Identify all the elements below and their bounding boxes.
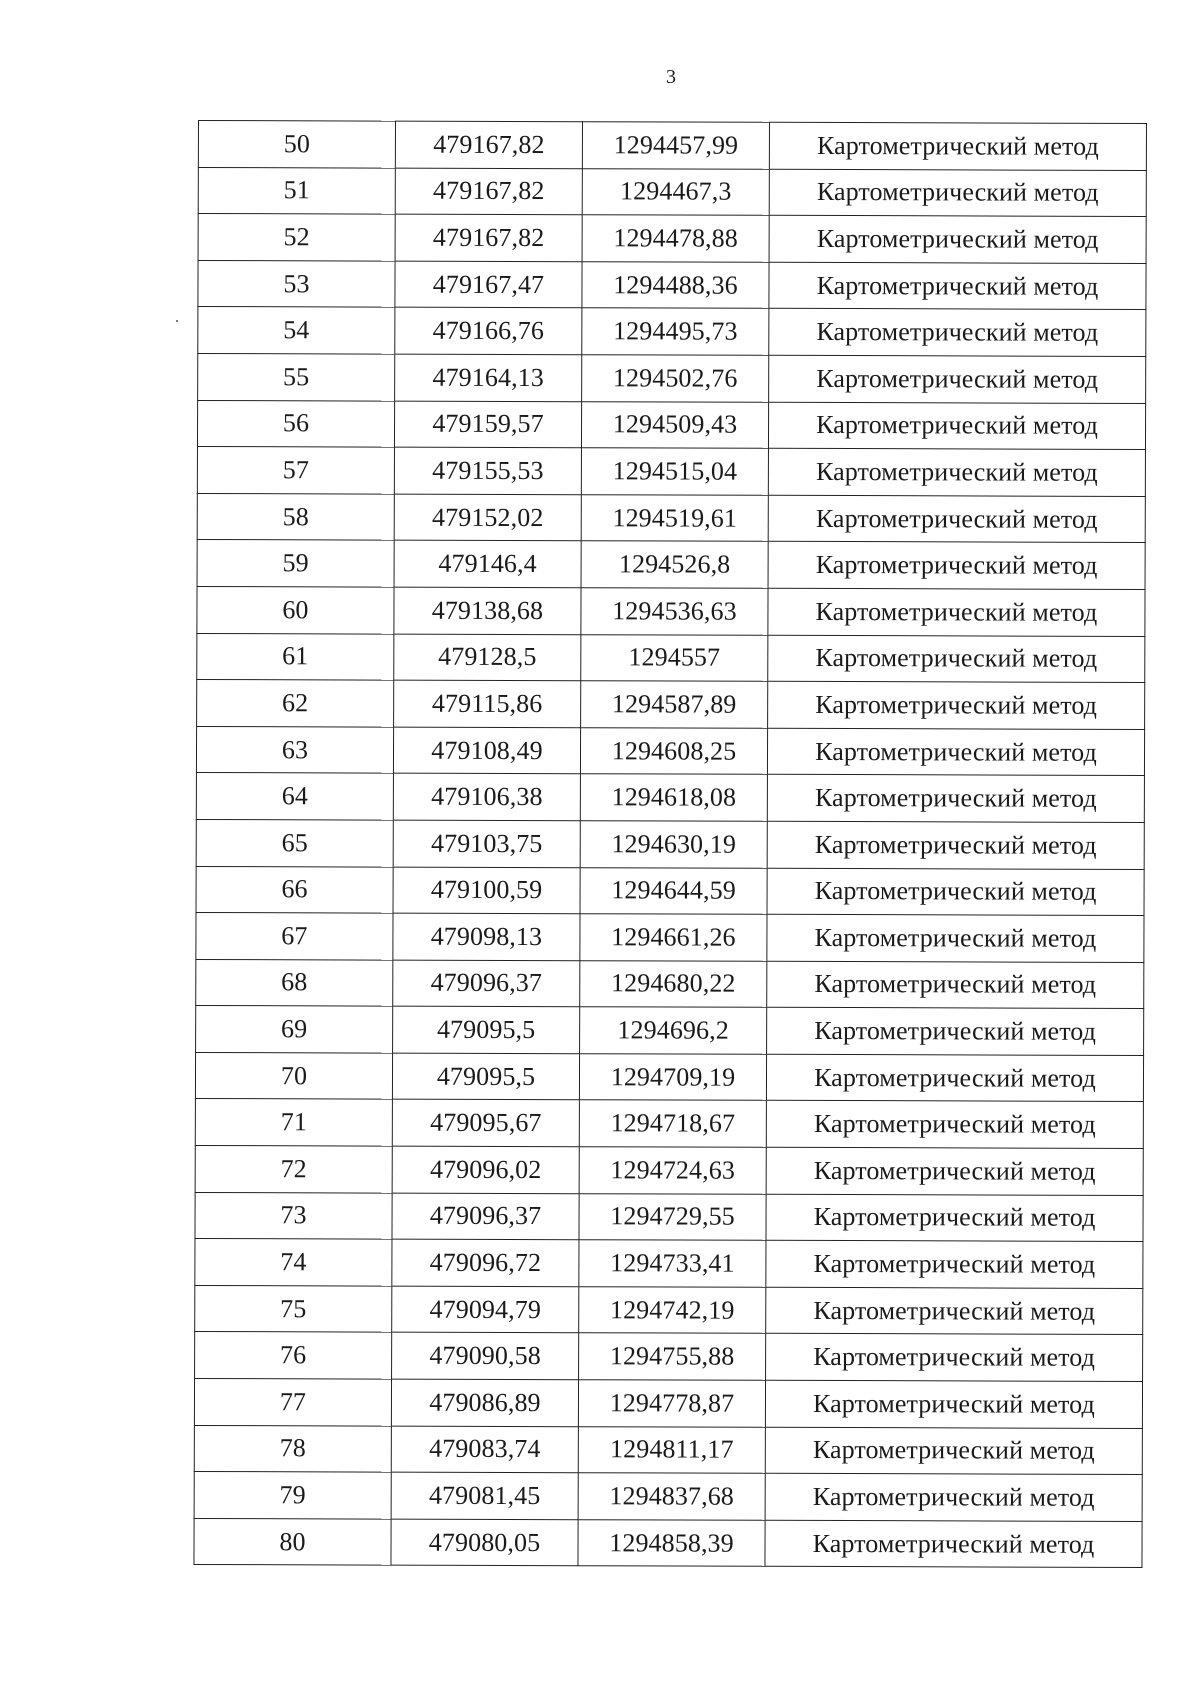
x-coordinate-cell: 479106,38: [393, 773, 580, 820]
method-cell: Картометрический метод: [767, 775, 1144, 823]
method-cell: Картометрический метод: [766, 1147, 1143, 1195]
table-row: [196, 819, 1144, 869]
method-cell: Картометрический метод: [766, 1334, 1143, 1382]
point-number-cell: 74: [195, 1239, 392, 1286]
y-coordinate-cell: 1294742,19: [579, 1287, 766, 1334]
y-coordinate-cell: 1294837,68: [578, 1473, 765, 1520]
table-row: [198, 167, 1146, 217]
point-number-cell: 58: [197, 493, 394, 540]
point-number-cell: 54: [198, 307, 395, 354]
method-cell: Картометрический метод: [769, 355, 1146, 403]
y-coordinate-cell: 1294630,19: [580, 821, 767, 868]
method-cell: Картометрический метод: [767, 1008, 1144, 1056]
x-coordinate-cell: 479081,45: [391, 1472, 578, 1519]
x-coordinate-cell: 479095,5: [392, 1053, 579, 1100]
method-cell: Картометрический метод: [765, 1520, 1142, 1568]
y-coordinate-cell: 1294778,87: [578, 1380, 765, 1427]
method-cell: Картометрический метод: [765, 1380, 1142, 1428]
x-coordinate-cell: 479096,37: [392, 1193, 579, 1240]
method-cell: Картометрический метод: [766, 1241, 1143, 1289]
method-cell: Картометрический метод: [766, 1194, 1143, 1242]
scan-speck: [176, 320, 178, 322]
point-number-cell: 57: [197, 447, 394, 494]
coordinates-table: [193, 120, 1147, 1568]
table-row: [195, 1285, 1143, 1335]
x-coordinate-cell: 479096,37: [393, 960, 580, 1007]
point-number-cell: 80: [194, 1518, 391, 1565]
table-row: [198, 307, 1146, 357]
point-number-cell: 64: [196, 773, 393, 820]
x-coordinate-cell: 479155,53: [394, 447, 581, 494]
method-cell: Картометрический метод: [768, 448, 1145, 496]
y-coordinate-cell: 1294729,55: [579, 1193, 766, 1240]
y-coordinate-cell: 1294467,3: [582, 168, 769, 215]
point-number-cell: 59: [197, 540, 394, 587]
method-cell: Картометрический метод: [768, 681, 1145, 729]
point-number-cell: 75: [195, 1285, 392, 1332]
x-coordinate-cell: 479086,89: [391, 1379, 578, 1426]
table-row: [195, 1099, 1143, 1149]
table-row: [196, 1006, 1144, 1056]
x-coordinate-cell: 479100,59: [393, 867, 580, 914]
point-number-cell: 61: [197, 633, 394, 680]
method-cell: Картометрический метод: [766, 1054, 1143, 1102]
point-number-cell: 56: [197, 400, 394, 447]
table-row: [195, 1146, 1143, 1196]
y-coordinate-cell: 1294755,88: [579, 1333, 766, 1380]
method-cell: Картометрический метод: [769, 215, 1146, 263]
table-row: [195, 1239, 1143, 1289]
x-coordinate-cell: 479094,79: [392, 1286, 579, 1333]
y-coordinate-cell: 1294733,41: [579, 1240, 766, 1287]
x-coordinate-cell: 479164,13: [395, 354, 582, 401]
method-cell: Картометрический метод: [768, 495, 1145, 543]
coordinates-table-body: [194, 121, 1147, 1568]
table-row: [198, 260, 1146, 310]
y-coordinate-cell: 1294515,04: [581, 448, 768, 495]
x-coordinate-cell: 479095,67: [392, 1100, 579, 1147]
x-coordinate-cell: 479108,49: [393, 727, 580, 774]
y-coordinate-cell: 1294724,63: [579, 1147, 766, 1194]
table-row: [195, 1332, 1143, 1382]
y-coordinate-cell: 1294495,73: [582, 308, 769, 355]
method-cell: Картометрический метод: [766, 1101, 1143, 1149]
method-cell: Картометрический метод: [767, 728, 1144, 776]
table-row: [197, 493, 1145, 543]
point-number-cell: 66: [196, 866, 393, 913]
x-coordinate-cell: 479159,57: [394, 401, 581, 448]
table-row: [194, 1518, 1142, 1568]
method-cell: Картометрический метод: [769, 262, 1146, 310]
table-row: [196, 726, 1144, 776]
method-cell: Картометрический метод: [767, 821, 1144, 869]
y-coordinate-cell: 1294618,08: [580, 774, 767, 821]
point-number-cell: 77: [194, 1379, 391, 1426]
x-coordinate-cell: 479128,5: [394, 634, 581, 681]
point-number-cell: 52: [198, 214, 395, 261]
y-coordinate-cell: 1294709,19: [579, 1054, 766, 1101]
page-number: 3: [666, 66, 676, 88]
point-number-cell: 67: [196, 913, 393, 960]
y-coordinate-cell: 1294478,88: [582, 215, 769, 262]
table-row: [197, 540, 1145, 590]
method-cell: Картометрический метод: [767, 961, 1144, 1009]
y-coordinate-cell: 1294696,2: [580, 1007, 767, 1054]
table-row: [196, 913, 1144, 963]
point-number-cell: 63: [196, 726, 393, 773]
table-row: [198, 121, 1146, 171]
table-row: [194, 1425, 1142, 1475]
x-coordinate-cell: 479098,13: [393, 913, 580, 960]
y-coordinate-cell: 1294457,99: [582, 122, 769, 169]
y-coordinate-cell: 1294502,76: [582, 355, 769, 402]
table-row: [194, 1379, 1142, 1429]
point-number-cell: 65: [196, 819, 393, 866]
table-row: [197, 633, 1145, 683]
table-row: [198, 214, 1146, 264]
table-row: [194, 1472, 1142, 1522]
method-cell: Картометрический метод: [769, 309, 1146, 357]
method-cell: Картометрический метод: [768, 635, 1145, 683]
method-cell: Картометрический метод: [768, 402, 1145, 450]
method-cell: Картометрический метод: [768, 588, 1145, 636]
table-row: [197, 400, 1145, 450]
y-coordinate-cell: 1294644,59: [580, 867, 767, 914]
x-coordinate-cell: 479167,47: [395, 261, 582, 308]
y-coordinate-cell: 1294587,89: [581, 681, 768, 728]
y-coordinate-cell: 1294509,43: [581, 401, 768, 448]
method-cell: Картометрический метод: [765, 1427, 1142, 1475]
point-number-cell: 73: [195, 1192, 392, 1239]
y-coordinate-cell: 1294519,61: [581, 494, 768, 541]
point-number-cell: 53: [198, 260, 395, 307]
point-number-cell: 62: [197, 680, 394, 727]
x-coordinate-cell: 479096,72: [392, 1239, 579, 1286]
y-coordinate-cell: 1294536,63: [581, 588, 768, 635]
method-cell: Картометрический метод: [767, 868, 1144, 916]
point-number-cell: 72: [195, 1146, 392, 1193]
x-coordinate-cell: 479095,5: [393, 1006, 580, 1053]
table-row: [196, 866, 1144, 916]
x-coordinate-cell: 479138,68: [394, 587, 581, 634]
point-number-cell: 51: [198, 167, 395, 214]
table-row: [197, 447, 1145, 497]
x-coordinate-cell: 479152,02: [394, 494, 581, 541]
y-coordinate-cell: 1294811,17: [578, 1426, 765, 1473]
x-coordinate-cell: 479166,76: [395, 307, 582, 354]
y-coordinate-cell: 1294526,8: [581, 541, 768, 588]
table-row: [195, 1192, 1143, 1242]
y-coordinate-cell: 1294661,26: [580, 914, 767, 961]
method-cell: Картометрический метод: [767, 914, 1144, 962]
method-cell: Картометрический метод: [765, 1474, 1142, 1522]
point-number-cell: 76: [195, 1332, 392, 1379]
x-coordinate-cell: 479096,02: [392, 1146, 579, 1193]
y-coordinate-cell: 1294718,67: [579, 1100, 766, 1147]
table-row: [198, 353, 1146, 403]
point-number-cell: 71: [195, 1099, 392, 1146]
x-coordinate-cell: 479080,05: [391, 1519, 578, 1566]
method-cell: Картометрический метод: [766, 1287, 1143, 1335]
x-coordinate-cell: 479103,75: [393, 820, 580, 867]
table-row: [196, 959, 1144, 1009]
point-number-cell: 68: [196, 959, 393, 1006]
y-coordinate-cell: 1294488,36: [582, 261, 769, 308]
table-row: [197, 680, 1145, 730]
x-coordinate-cell: 479167,82: [395, 214, 582, 261]
point-number-cell: 79: [194, 1472, 391, 1519]
y-coordinate-cell: 1294608,25: [580, 727, 767, 774]
x-coordinate-cell: 479090,58: [392, 1333, 579, 1380]
y-coordinate-cell: 1294557: [581, 634, 768, 681]
point-number-cell: 78: [194, 1425, 391, 1472]
y-coordinate-cell: 1294680,22: [580, 960, 767, 1007]
x-coordinate-cell: 479146,4: [394, 540, 581, 587]
point-number-cell: 55: [198, 353, 395, 400]
table-row: [197, 586, 1145, 636]
point-number-cell: 50: [198, 121, 395, 168]
x-coordinate-cell: 479083,74: [391, 1426, 578, 1473]
x-coordinate-cell: 479167,82: [395, 168, 582, 215]
point-number-cell: 60: [197, 586, 394, 633]
method-cell: Картометрический метод: [769, 169, 1146, 217]
y-coordinate-cell: 1294858,39: [578, 1520, 765, 1567]
method-cell: Картометрический метод: [769, 122, 1146, 170]
x-coordinate-cell: 479167,82: [395, 121, 582, 168]
method-cell: Картометрический метод: [768, 542, 1145, 590]
x-coordinate-cell: 479115,86: [394, 680, 581, 727]
table-row: [195, 1052, 1143, 1102]
point-number-cell: 69: [196, 1006, 393, 1053]
table-row: [196, 773, 1144, 823]
point-number-cell: 70: [195, 1052, 392, 1099]
